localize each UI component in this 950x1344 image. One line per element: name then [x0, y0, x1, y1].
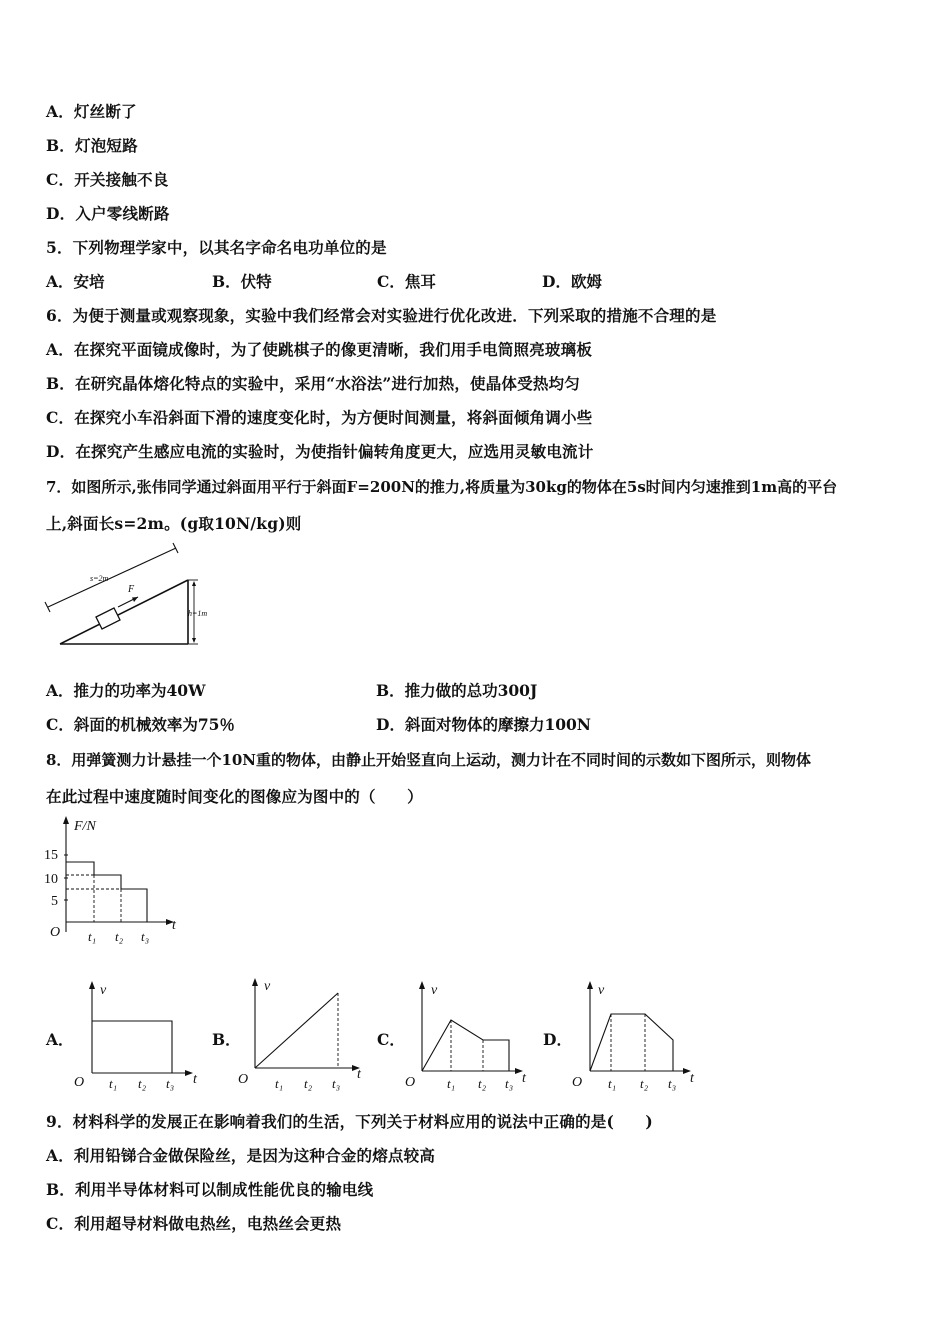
q6-option-d: D．在探究产生感应电流的实验时，为使指针偏转角度更大，应选用灵敏电流计 — [46, 442, 594, 461]
q9-option-b: B．利用半导体材料可以制成性能优良的输电线 — [46, 1180, 374, 1199]
q7-option-d: D．斜面对物体的摩擦力100N — [376, 715, 591, 734]
f-xtick-t3: t₃ — [141, 929, 150, 944]
q4-option-b: B．灯泡短路 — [46, 136, 138, 155]
q5-option-d: D．欧姆 — [542, 272, 602, 291]
q8-stem-line1: 8．用弹簧测力计悬挂一个10N重的物体，由静止开始竖直向上运动，测力计在不同时间的示数如下图所示，则物体 — [46, 751, 812, 769]
vb-origin: O — [238, 1072, 249, 1087]
q4-option-d: D．入户零线断路 — [46, 204, 170, 223]
vb-xtick-t2: t₂ — [304, 1076, 313, 1091]
q7-option-a: A．推力的功率为40W — [46, 681, 206, 700]
va-x-label: t — [193, 1072, 197, 1087]
va-y-label: v — [100, 983, 107, 998]
vd-xtick-t3: t₃ — [668, 1076, 677, 1091]
q7-option-c: C．斜面的机械效率为75％ — [46, 715, 235, 734]
q5-option-c: C．焦耳 — [377, 272, 436, 291]
vc-velocity-line — [422, 1020, 509, 1071]
va-xtick-t1: t₁ — [109, 1076, 118, 1091]
f-x-label: t — [172, 918, 176, 933]
force-time-graph — [40, 814, 190, 949]
va-xtick-t2: t₂ — [138, 1076, 147, 1091]
vc-y-label: v — [431, 983, 438, 998]
slope-line — [60, 580, 188, 644]
q4-option-a: A．灯丝断了 — [46, 102, 137, 121]
force-label: F — [128, 584, 135, 595]
q9-option-c: C．利用超导材料做电热丝，电热丝会更热 — [46, 1214, 342, 1233]
f-y-label: F/N — [74, 819, 96, 834]
q6-option-a: A．在探究平面镜成像时，为了使跳棋子的像更清晰，我们用手电筒照亮玻璃板 — [46, 340, 593, 359]
q6-option-c: C．在探究小车沿斜面下滑的速度变化时，为方便时间测量，将斜面倾角调小些 — [46, 408, 593, 427]
q5-option-b: B．伏特 — [212, 272, 272, 291]
f-origin: O — [50, 925, 61, 940]
length-arrow-line — [48, 548, 176, 607]
vb-y-label: v — [264, 979, 271, 994]
q8-option-b-letter: B． — [212, 1030, 241, 1049]
q7-stem-line2: 上,斜面长s=2m。(g取10N/kg)则 — [46, 514, 302, 533]
va-xtick-t3: t₃ — [166, 1076, 175, 1091]
velocity-graph-a — [72, 978, 202, 1093]
vb-x-label: t — [357, 1067, 361, 1082]
q5-option-a: A．安培 — [46, 272, 105, 291]
f-xtick-t1: t₁ — [88, 929, 97, 944]
va-origin: O — [74, 1075, 85, 1090]
vd-origin: O — [572, 1075, 583, 1090]
q7-stem-line1: 7．如图所示,张伟同学通过斜面用平行于斜面F=200N的推力,将质量为30kg的物体在5s时间内匀速推到1m高的平台 — [46, 478, 838, 496]
vc-origin: O — [405, 1075, 416, 1090]
q9-stem: 9．材料科学的发展正在影响着我们的生活，下列关于材料应用的说法中正确的是( ) — [46, 1112, 653, 1131]
vb-xtick-t1: t₁ — [275, 1076, 284, 1091]
vc-xtick-t3: t₃ — [505, 1076, 514, 1091]
f-ytick-5: 5 — [51, 894, 58, 909]
q8-stem-line2: 在此过程中速度随时间变化的图像应为图中的（ ） — [46, 787, 423, 806]
block — [96, 608, 120, 629]
q4-option-c: C．开关接触不良 — [46, 170, 169, 189]
q7-option-b: B．推力做的总功300J — [376, 681, 538, 700]
vb-xtick-t3: t₃ — [332, 1076, 341, 1091]
length-label: s=2m — [90, 574, 109, 583]
q6-option-b: B．在研究晶体熔化特点的实验中，采用“水浴法”进行加热，使晶体受热均匀 — [46, 374, 580, 393]
velocity-graph-c — [404, 978, 534, 1093]
velocity-graph-d — [570, 978, 700, 1093]
f-ytick-15: 15 — [44, 848, 58, 863]
vd-y-label: v — [598, 983, 605, 998]
q8-option-d-letter: D． — [543, 1030, 572, 1049]
vd-xtick-t1: t₁ — [608, 1076, 617, 1091]
q8-option-c-letter: C． — [377, 1030, 405, 1049]
f-ytick-10: 10 — [44, 872, 58, 887]
vd-x-label: t — [690, 1071, 694, 1086]
vc-x-label: t — [522, 1071, 526, 1086]
velocity-graph-b — [237, 975, 367, 1093]
height-label: h=1m — [188, 609, 208, 618]
force-step-line — [66, 862, 147, 922]
q6-stem: 6．为便于测量或观察现象，实验中我们经常会对实验进行优化改进．下列采取的措施不合理的是 — [46, 306, 717, 325]
vb-velocity-line — [255, 993, 338, 1068]
vd-velocity-line — [590, 1014, 673, 1071]
vc-xtick-t2: t₂ — [478, 1076, 487, 1091]
q8-option-a-letter: A． — [46, 1030, 74, 1049]
q5-stem: 5．下列物理学家中，以其名字命名电功单位的是 — [46, 238, 387, 257]
incline-figure — [40, 544, 230, 648]
vd-xtick-t2: t₂ — [640, 1076, 649, 1091]
q9-option-a: A．利用铅锑合金做保险丝，是因为这种合金的熔点较高 — [46, 1146, 436, 1165]
va-velocity-line — [92, 1021, 172, 1073]
f-xtick-t2: t₂ — [115, 929, 124, 944]
vc-xtick-t1: t₁ — [447, 1076, 456, 1091]
